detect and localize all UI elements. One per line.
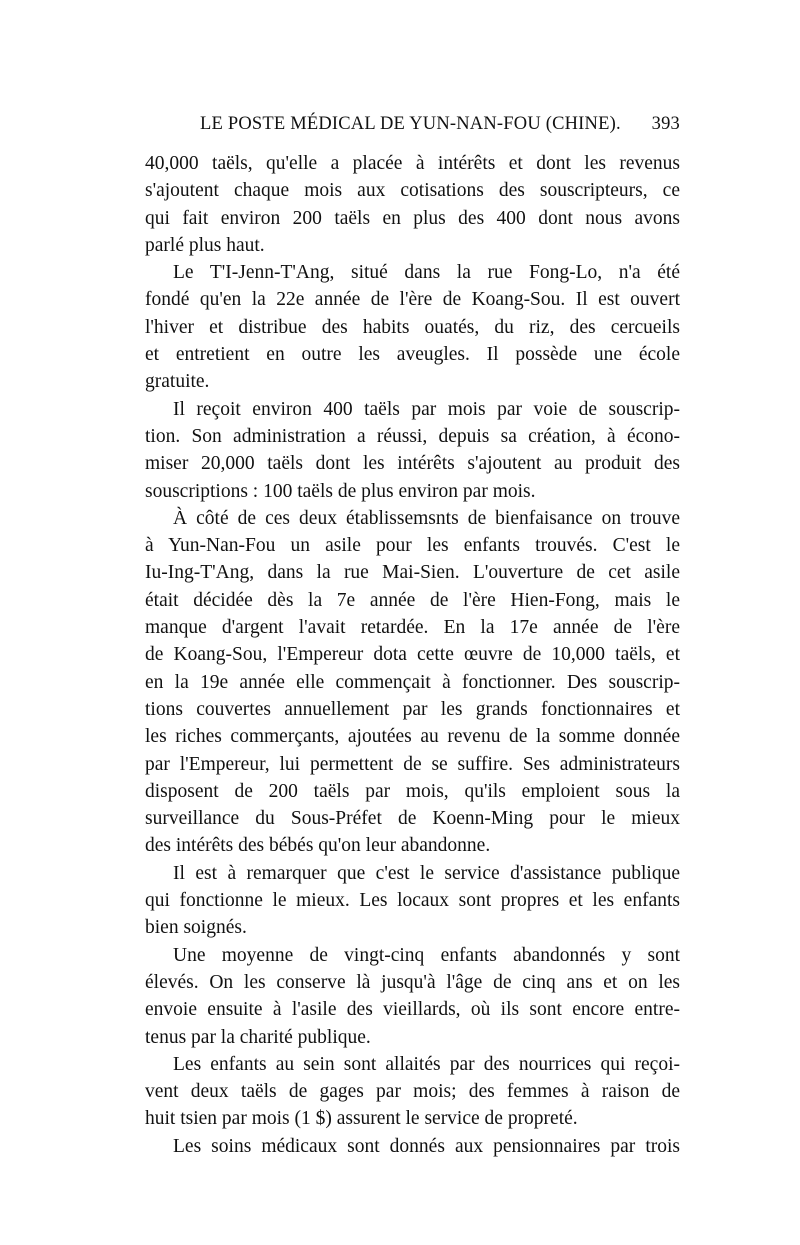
text-line: disposent de 200 taëls par mois, qu'ils emploient sous la <box>145 780 680 802</box>
text-line: fondé qu'en la 22e année de l'ère de Koang-Sou. Il est ouvert <box>145 289 680 311</box>
text-line: surveillance du Sous-Préfet de Koenn-Ming pour le mieux <box>145 808 680 830</box>
text-line: Il est à remarquer que c'est le service d'assistance publique <box>173 862 680 884</box>
text-line: et entretient en outre les aveugles. Il possède une école <box>145 344 680 366</box>
text-line: les riches commerçants, ajoutées au revenu de la somme donnée <box>145 726 680 748</box>
text-line: s'ajoutent chaque mois aux cotisations des souscripteurs, ce <box>145 180 680 202</box>
text-line: Les enfants au sein sont allaités par des nourrices qui reçoi- <box>173 1053 680 1075</box>
text-line: souscriptions : 100 taëls de plus environ par mois. <box>145 480 536 502</box>
text-line: élevés. On les conserve là jusqu'à l'âge de cinq ans et on les <box>145 971 680 993</box>
text-line: miser 20,000 taëls dont les intérêts s'ajoutent au produit des <box>145 453 680 475</box>
running-header <box>145 114 680 140</box>
page-number: 393 <box>651 114 680 134</box>
body-text <box>145 150 680 1160</box>
text-line: vent deux taëls de gages par mois; des femmes à raison de <box>145 1081 680 1103</box>
text-line: manque d'argent l'avait retardée. En la 17e année de l'ère <box>145 617 680 639</box>
running-title: LE POSTE MÉDICAL DE YUN-NAN-FOU (CHINE). <box>200 114 621 134</box>
text-line: par l'Empereur, lui permettent de se suffire. Ses administrateurs <box>145 753 680 775</box>
text-line: des intérêts des bébés qu'on leur abandonne. <box>145 835 491 857</box>
text-line: Les soins médicaux sont donnés aux pensionnaires par trois <box>173 1135 680 1157</box>
text-line: 40,000 taëls, qu'elle a placée à intérêts et dont les revenus <box>145 153 680 174</box>
text-line: gratuite. <box>145 371 210 393</box>
text-line: l'hiver et distribue des habits ouatés, du riz, des cercueils <box>145 316 680 338</box>
text-line: à Yun-Nan-Fou un asile pour les enfants trouvés. C'est le <box>145 535 680 557</box>
text-line: en la 19e année elle commençait à fonctionner. Des souscrip- <box>145 671 680 693</box>
text-line: Le T'I-Jenn-T'Ang, situé dans la rue Fong-Lo, n'a été <box>173 262 680 284</box>
text-line: Il reçoit environ 400 taëls par mois par voie de souscrip- <box>173 398 680 420</box>
text-line: tions couvertes annuellement par les grands fonctionnaires et <box>145 698 680 720</box>
text-line: envoie ensuite à l'asile des vieillards, où ils sont encore entre- <box>145 999 680 1021</box>
text-line: tion. Son administration a réussi, depuis sa création, à écono- <box>145 425 680 447</box>
text-line: qui fonctionne le mieux. Les locaux sont propres et les enfants <box>145 890 680 912</box>
text-line: À côté de ces deux établissemsnts de bienfaisance on trouve <box>173 507 680 529</box>
text-line: Iu-Ing-T'Ang, dans la rue Mai-Sien. L'ouverture de cet asile <box>145 562 680 584</box>
text-line: parlé plus haut. <box>145 234 265 256</box>
text-line: qui fait environ 200 taëls en plus des 400 dont nous avons <box>145 207 680 229</box>
text-line: tenus par la charité publique. <box>145 1026 371 1048</box>
text-line: huit tsien par mois (1 $) assurent le service de propreté. <box>145 1108 578 1130</box>
text-line: bien soignés. <box>145 917 247 939</box>
text-line: de Koang-Sou, l'Empereur dota cette œuvre de 10,000 taëls, et <box>145 644 680 666</box>
text-line: Une moyenne de vingt-cinq enfants abandonnés y sont <box>173 944 680 966</box>
text-line: était décidée dès la 7e année de l'ère Hien-Fong, mais le <box>145 589 680 611</box>
